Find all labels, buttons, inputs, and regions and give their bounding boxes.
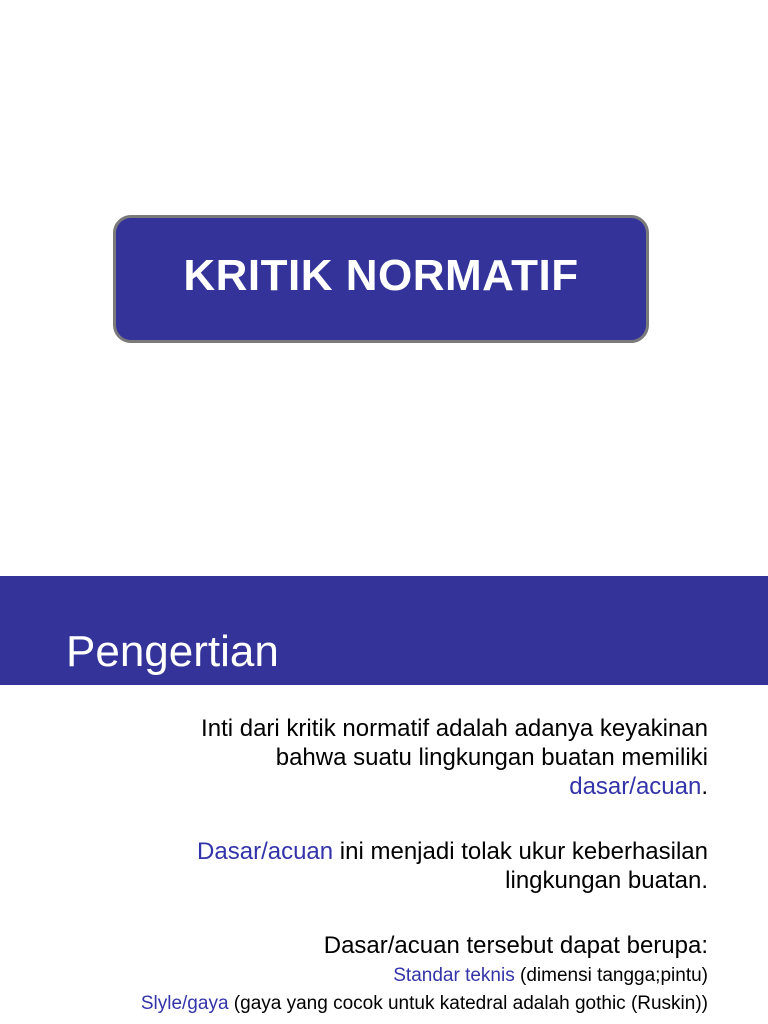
definition-period: . — [701, 773, 708, 800]
definition-line-2: bahwa suatu lingkungan buatan memiliki — [275, 744, 708, 771]
list-item-term: Standar teknis — [393, 965, 515, 986]
paragraph-definition — [88, 714, 708, 801]
definition-line-1: Inti dari kritik normatif adalah adanya keyakinan — [201, 715, 708, 742]
list-item — [141, 992, 708, 1016]
list-item-term: Slyle/gaya — [140, 993, 229, 1014]
basis-highlight: Dasar/acuan — [197, 838, 334, 865]
basis-line-2: lingkungan buatan. — [505, 867, 708, 894]
list-item-detail: (gaya yang cocok untuk katedral adalah gothic (Ruskin)) — [228, 993, 708, 1014]
title-box — [113, 215, 649, 343]
paragraph-forms: Dasar/acuan tersebut dapat berupa: — [323, 932, 708, 959]
list-item-detail: (dimensi tangga;pintu) — [514, 965, 708, 986]
basis-text: ini menjadi tolak ukur keberhasilan — [333, 838, 708, 865]
definition-highlight: dasar/acuan — [569, 773, 702, 800]
list-item — [393, 964, 708, 988]
slide-title: KRITIK NORMATIF — [183, 251, 579, 300]
paragraph-basis — [88, 837, 708, 895]
section-heading: Pengertian — [66, 627, 279, 676]
